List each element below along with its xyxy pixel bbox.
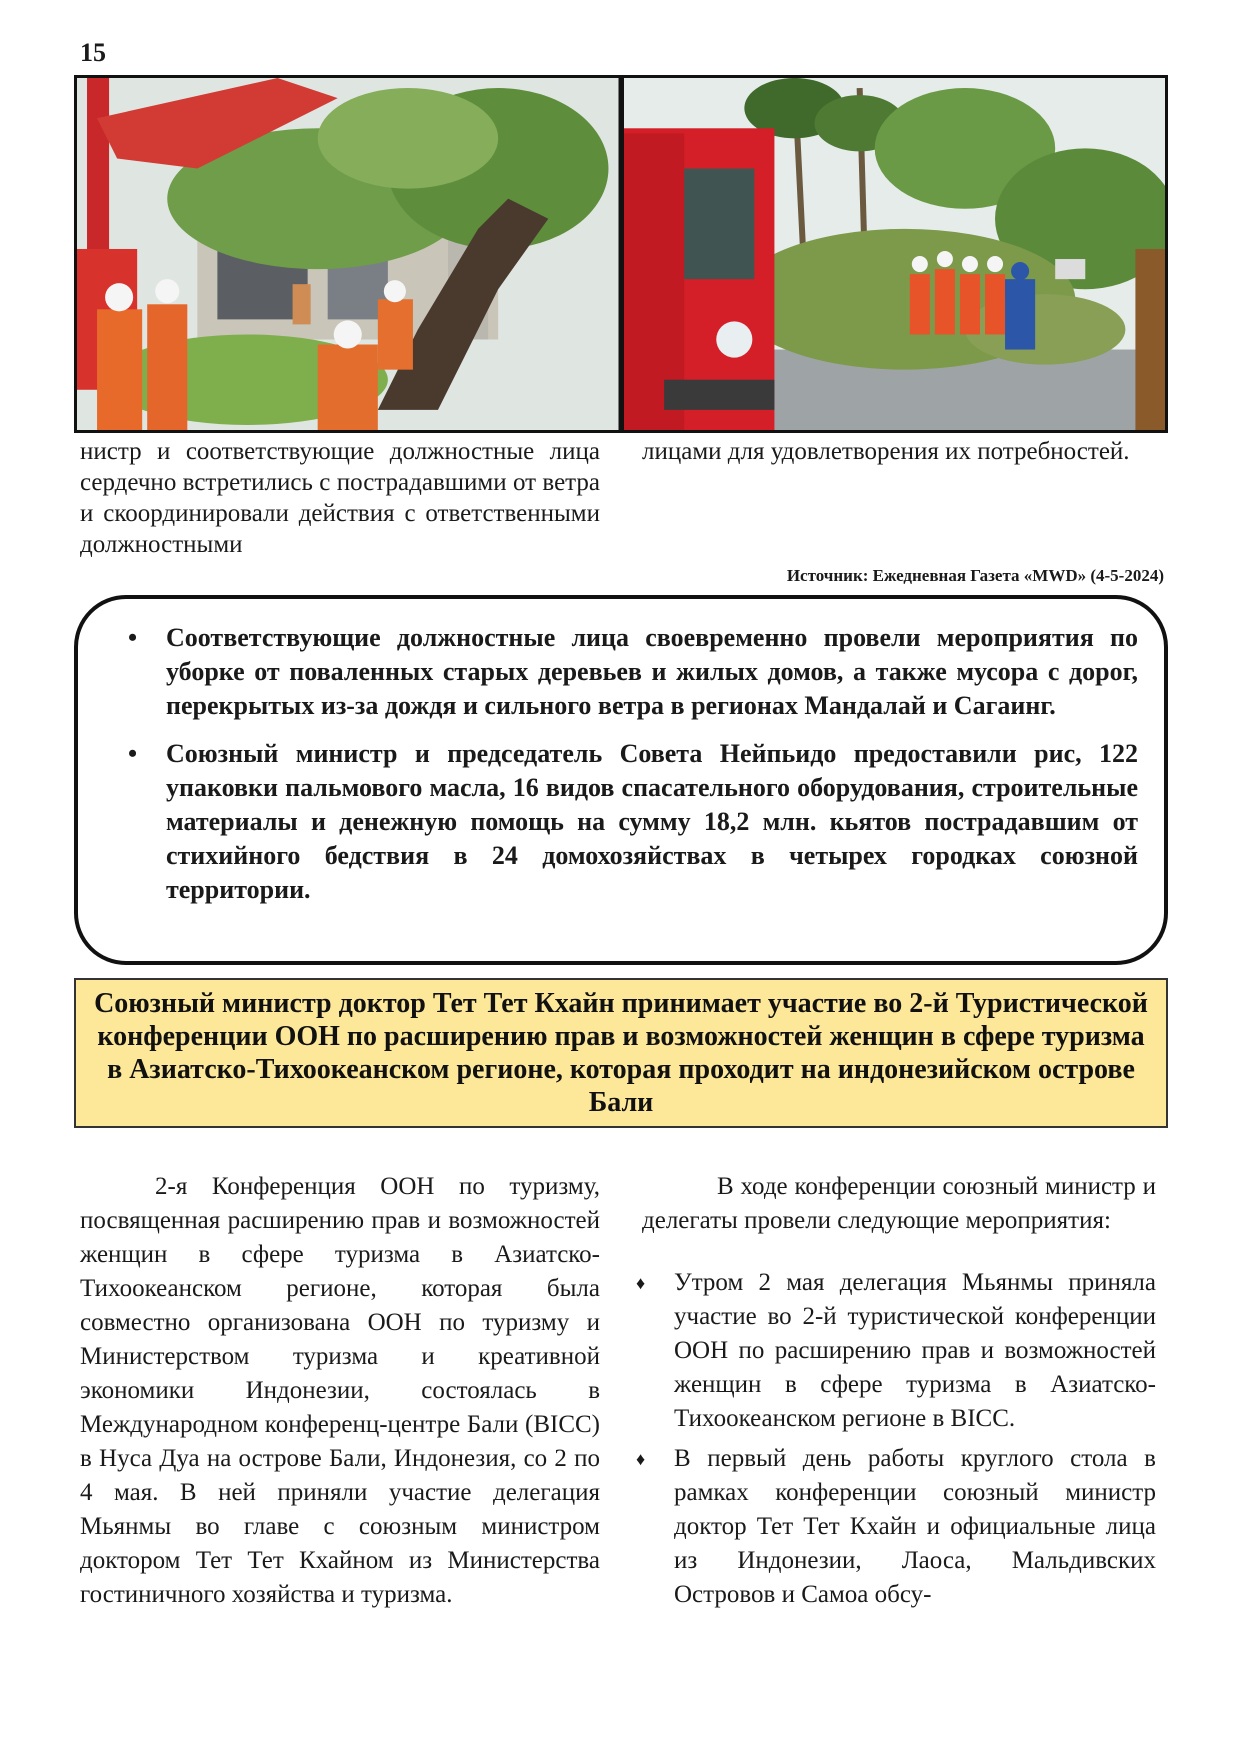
article1-text-col1: нистр и соответствующие должностные лица сердечно встретились с пострадавшими от ветра и скоординировали действия с ответственными должностными [80, 438, 600, 558]
photo-strip [74, 75, 1168, 433]
highlight-list [128, 621, 1138, 907]
headline: Союзный министр доктор Тет Тет Кхайн принимает участие во 2-й Туристической конференции ООН по расширению прав и возможностей женщин в сфере туризма в Азиатско-Тихоокеанском регионе, которая проходит на индонезийском острове Бали [94, 988, 1148, 1118]
photo-firefighters-tree-crane [77, 78, 619, 430]
article1-text-col2: лицами для удовлетворения их потребностей. [642, 438, 1130, 465]
bullet-item: ♦ В первый день работы круглого стола в рамках конференции союзный министр доктор Тет Тет Кхайн и официальные лица из Индонезии, Лаоса, Мальдивских Островов и Самоа обсу- [636, 1442, 1156, 1612]
photo-firetruck-fallen-trees [624, 78, 1166, 430]
bullet-item: ♦ Утром 2 мая делегация Мьянмы приняла участие во 2-й туристической конференции ООН по расширению прав и возможностей женщин в сфере туризма в Азиатско-Тихоокеанском регионе в BICC. [636, 1266, 1156, 1436]
highlight-item: • Союзный министр и председатель Совета Нейпьидо предоставили рис, 122 упаковки пальмового масла, 16 видов спасательного оборудования, строительные материалы и денежную помощь на сумму 18,2 млн. кьятов пострадавшим от стихийного бедствия в 24 домохозяйствах в четырех городках союзной территории. [128, 737, 1138, 907]
highlight-box [74, 595, 1168, 965]
headline-box [74, 978, 1168, 1128]
page-number: 15 [80, 38, 106, 67]
article2-text-col1: 2-я Конференция ООН по туризму, посвященная расширению прав и возможностей женщин в сфере туризма в Азиатско-Тихоокеанском регионе, которая была совместно организована ООН по туризму и Министерством туризма и креативной экономики Индонезии, состоялась в Международном конференц-центре Бали (BICC) в Нуса Дуа на острове Бали, Индонезия, со 2 по 4 мая. В ней приняли участие делегация Мьянмы во главе с союзным министром доктором Тет Тет Кхайном из Министерства гостиничного хозяйства и туризма. [80, 1173, 600, 1608]
highlight-item: • Соответствующие должностные лица своевременно провели мероприятия по уборке от поваленных старых деревьев и жилых домов, а также мусора с дорог, перекрытых из-за дождя и сильного ветра в регионах Мандалай и Сагаинг. [128, 621, 1138, 723]
article2-bullet-list [636, 1266, 1156, 1618]
source-line: Источник: Ежедневная Газета «MWD» (4-5-2024) [786, 566, 1164, 585]
article2-intro: В ходе конференции союзный министр и делегаты провели следующие мероприятия: [642, 1173, 1156, 1234]
